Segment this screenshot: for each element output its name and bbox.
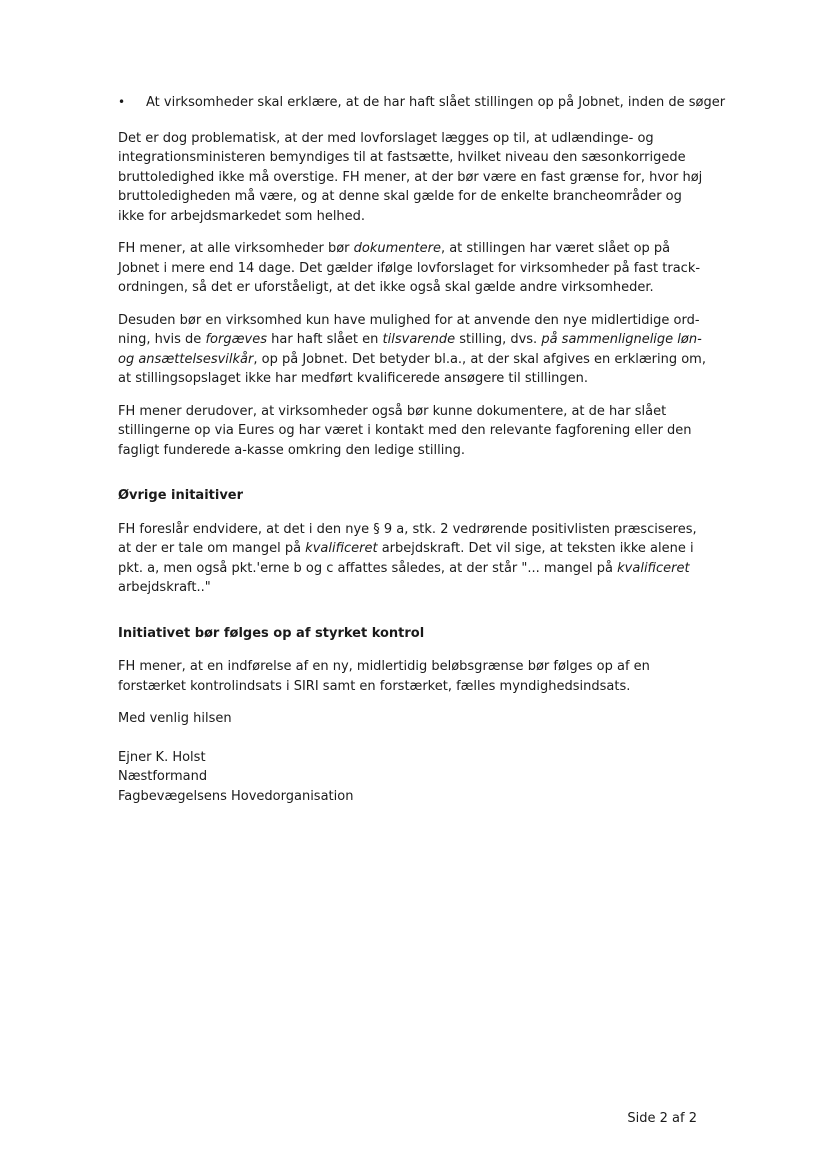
paragraph-positivlisten: FH foreslår endvidere, at det i den nye § 9 a, stk. 2 vedrørende positivlisten præsciseres, at der er tale om mangel på kvalificeret arbejdskraft. Det vil sige, at teksten ikke alene i pkt. a, men også pkt.'erne b og c affattes således, at der står "... mangel på kvalificeret arbejdskraft.." <box>118 521 697 595</box>
signature-block <box>118 748 708 807</box>
paragraph-bruttoledighed: Det er dog problematisk, at der med lovforslaget lægges op til, at udlændinge- og integrationsministeren bemyndiges til at fastsætte, hvilket niveau den sæsonkorrigede bruttoledighed ikke må overstige. FH mener, at der bør være en fast grænse for, hvor høj bruttoledigheden må være, og at denne skal gælde for de enkelte brancheområder og ikke for arbejdsmarkedet som helhed. <box>118 130 703 224</box>
paragraph-dokumentere: FH mener, at alle virksomheder bør dokumentere, at stillingen har været slået op på Jobnet i mere end 14 dage. Det gælder ifølge lovforslaget for virksomheder på fast track-ordningen, så det er uforståeligt, at det ikke også skal gælde andre virksomheder. <box>118 241 701 295</box>
signature-organization: Fagbevægelsens Hovedorganisation <box>118 788 354 804</box>
paragraph-eures: FH mener derudover, at virksomheder også bør kunne dokumentere, at de har slået stillingerne op via Eures og har været i kontakt med den relevante fagforening eller den fagligt funderede a-kasse omkring den ledige stilling. <box>118 403 692 458</box>
emphasis-kvalificeret-1: kvalificeret <box>305 541 378 556</box>
section-heading-ovrige: Øvrige initaitiver <box>118 488 244 503</box>
emphasis-kvalificeret-2: kvalificeret <box>617 560 690 576</box>
document-body <box>118 93 726 806</box>
page-number: Side 2 af 2 <box>627 1111 697 1126</box>
bullet-text: At virksomheder skal erklære, at de har haft slået stillingen op på Jobnet, inden de søger <box>146 95 726 110</box>
bullet-item <box>118 93 726 113</box>
bullet-marker: • <box>118 95 126 109</box>
signature-name: Ejner K. Holst <box>118 749 206 765</box>
paragraph-kontrol: FH mener, at en indførelse af en ny, midlertidig beløbsgrænse bør følges op af en forstærket kontrolindsats i SIRI samt en forstærket, fælles myndighedsindsats. <box>118 659 650 694</box>
emphasis-forgaeves: forgæves <box>205 332 267 347</box>
paragraph-midlertidig-ordning: Desuden bør en virksomhed kun have mulighed for at anvende den nye midlertidige ordning, hvis de forgæves har haft slået en tilsvarende stilling, dvs. på sammenlignelige løn- og ansættelsesvilkår, op på Jobnet. Det betyder bl.a., at der skal afgives en erklæring om, at stillingsopslaget ikke har medført kvalificerede ansøgere til stillingen. <box>118 312 706 386</box>
closing-greeting: Med venlig hilsen <box>118 711 232 726</box>
emphasis-vilkaar: på sammenlignelige løn- og ansættelsesvilkår <box>118 332 702 367</box>
section-heading-kontrol: Initiativet bør følges op af styrket kontrol <box>118 625 425 641</box>
emphasis-dokumentere: dokumentere <box>353 241 441 256</box>
signature-title: Næstformand <box>118 769 208 784</box>
emphasis-tilsvarende: tilsvarende <box>382 332 456 347</box>
